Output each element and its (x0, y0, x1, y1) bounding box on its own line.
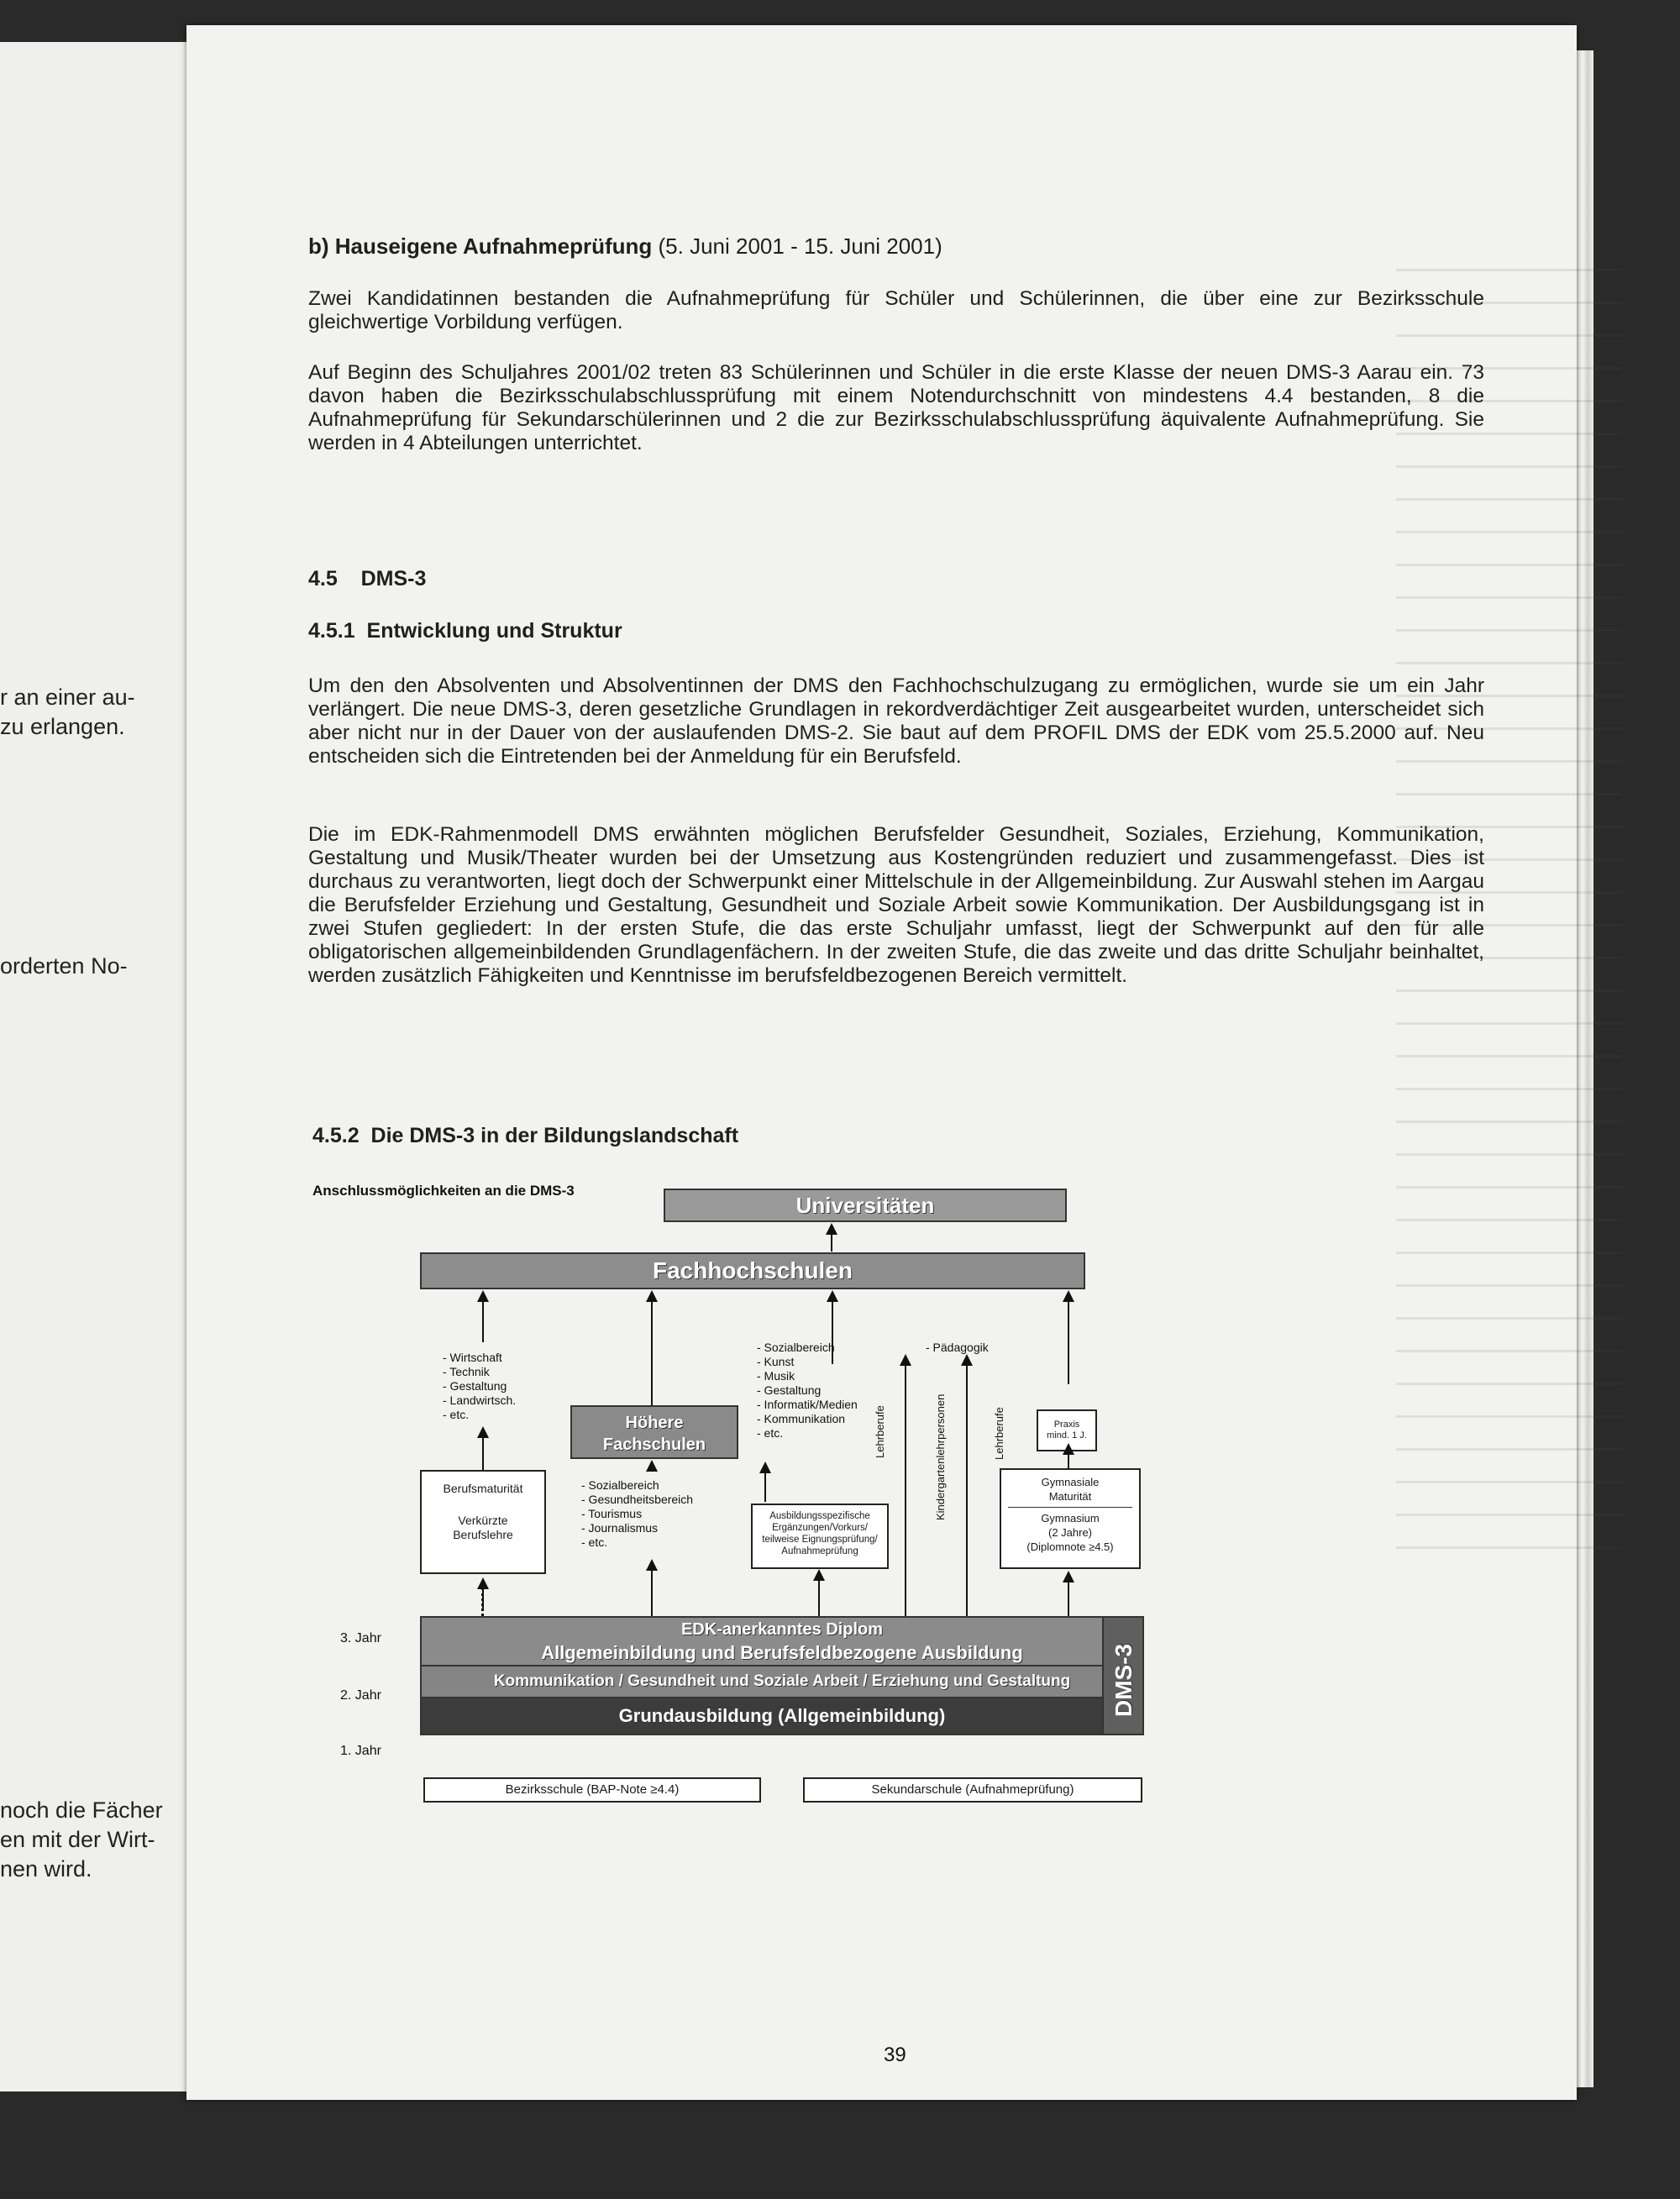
fachhochschulen-bar: Fachhochschulen (420, 1252, 1085, 1289)
list-sozialbereich: - Sozialbereich - Kunst - Musik - Gestaltung - Informatik/Medien - Kommunikation - etc. (757, 1341, 858, 1440)
berufsmaturitaet-box (420, 1470, 546, 1574)
arrow-up-lehrberufe (905, 1364, 906, 1616)
year3-block (420, 1616, 1144, 1666)
gym-maturitaet-label: Gymnasiale Maturität (1041, 1476, 1100, 1503)
section-b-heading (308, 234, 942, 260)
list-sozialbereich-lower: - Sozialbereich - Gesundheitsbereich - Tourismus - Journalismus - etc. (581, 1478, 694, 1549)
section-b-para1: Zwei Kandidatinnen bestanden die Aufnahmeprüfung für Schüler und Schülerinnen, die über eine zur Bezirksschule gleichwertige Vorbildung verfügen. (308, 287, 1484, 333)
universitaeten-bar: Universitäten (664, 1189, 1067, 1222)
year1-block: Grundausbildung (Allgemeinbildung) (420, 1697, 1144, 1735)
section-title: Entwicklung und Struktur (366, 619, 622, 643)
section-title: DMS-3 (360, 567, 427, 590)
section-45-heading (308, 567, 426, 591)
arrow-up (482, 1436, 484, 1470)
berufsmaturitaet-label: Berufsmaturität (443, 1482, 523, 1495)
heading-dates: (5. Juni 2001 - 15. Juni 2001) (658, 234, 942, 259)
arrow-up (764, 1472, 766, 1502)
list-wirtschaft: - Wirtschaft - Technik - Gestaltung - Landwirtsch. - etc. (443, 1351, 517, 1421)
section-451-heading (308, 619, 622, 643)
ausbildung-box: Ausbildungsspezifische Ergänzungen/Vorkurs/ teilweise Eignungsprüfung/ Aufnahmeprüfung (751, 1504, 889, 1569)
arrow-up (1068, 1300, 1069, 1384)
dms3-label: DMS-3 (1110, 1643, 1137, 1717)
arrow-up (1068, 1581, 1069, 1616)
year2-block: Kommunikation / Gesundheit und Soziale Arbeit / Erziehung und Gestaltung (420, 1665, 1144, 1698)
bleed-through-table (1396, 269, 1623, 1730)
left-text-line: zu erlangen. (0, 714, 125, 739)
jahr1-label: 1. Jahr (340, 1744, 381, 1758)
left-text-line: orderten No- (0, 953, 128, 979)
section-452-heading (312, 1124, 738, 1148)
page-number: 39 (884, 2044, 906, 2066)
section-b-para2: Auf Beginn des Schuljahres 2001/02 treten 83 Schülerinnen und Schüler in die erste Klasse der neuen DMS-3 Aarau ein. 73 davon haben die Bezirksschulabschlussprüfung mit einem Notendurchschnitt von mindestens 4.4 bestanden, 8 die Aufnahmeprüfung für Sekundarschülerinnen und 2 die zur Bezirksschulabschlussprüfung äquivalente Aufnahmeprüfung. Sie werden in 4 Abteilungen unterrichtet. (308, 361, 1484, 454)
section-number: 4.5.2 (312, 1124, 360, 1147)
paedagogik-label: - Pädagogik (926, 1341, 989, 1354)
verkuerzte-label: Verkürzte Berufslehre (453, 1514, 513, 1541)
left-page-fragment (0, 42, 202, 2091)
heading-bold: b) Hauseigene Aufnahmeprüfung (308, 234, 653, 259)
arrow-stub (651, 1470, 653, 1471)
arrow-up-kindergarten (966, 1364, 968, 1616)
arrow-up (651, 1300, 653, 1406)
section-title: Die DMS-3 in der Bildungslandschaft (370, 1124, 739, 1147)
arrow-up (831, 1233, 832, 1252)
jahr2-label: 2. Jahr (340, 1688, 381, 1703)
gymnasium-label: Gymnasium (2 Jahre) (Diplomnote ≥4.5) (1026, 1512, 1114, 1553)
praxis-box: Praxis mind. 1 J. (1037, 1409, 1097, 1451)
allgemeinbildung-label: Allgemeinbildung und Berufsfeldbezogene Ausbildung (541, 1642, 1023, 1663)
section-451-para1: Um den den Absolventen und Absolventinnen der DMS den Fachhochschulzugang zu ermöglichen, wurde sie um ein Jahr verlängert. Die neue DMS-3, deren gesetzliche Grundlagen in rekordverdächtiger Zeit ausgearbeitet wurden, unterscheidet sich aber nicht nur in der Dauer von der auslaufenden DMS-2. Sie baut auf dem PROFIL DMS der EDK vom 25.5.2000 auf. Neu entscheiden sich die Eintretenden bei der Anmeldung für ein Berufsfeld. (308, 674, 1484, 768)
kindergarten-label: Kindergartenlehrpersonen (934, 1393, 947, 1520)
section-number: 4.5 (308, 567, 338, 590)
edk-diplom-label: EDK-anerkanntes Diplom (680, 1620, 884, 1639)
gymnasium-box (1000, 1468, 1141, 1569)
sekundarschule-box: Sekundarschule (Aufnahmeprüfung) (803, 1777, 1142, 1803)
dms3-label-box (1102, 1616, 1144, 1735)
arrow-up (1068, 1453, 1069, 1468)
dotted-line (481, 1588, 484, 1616)
hoehere-fachschulen-box: Höhere Fachschulen (570, 1405, 738, 1459)
lehrberufe-label: Lehrberufe (874, 1405, 886, 1458)
arrow-up (651, 1569, 653, 1616)
lehrberufe-label-2: Lehrberufe (993, 1407, 1005, 1460)
left-text-line: nen wird. (0, 1856, 92, 1881)
diagram-caption: Anschlussmöglichkeiten an die DMS-3 (312, 1183, 575, 1199)
jahr3-label: 3. Jahr (340, 1631, 381, 1645)
left-text-line: r an einer au- (0, 685, 135, 710)
arrow-up (482, 1300, 484, 1342)
section-451-para2: Die im EDK-Rahmenmodell DMS erwähnten möglichen Berufsfelder Gesundheit, Soziales, Erziehung, Kommunikation, Gestaltung und Musik/Theater wurden bei der Umsetzung aus Kostengründen reduziert und zusammengefasst. Dies ist durchaus zu verantworten, liegt doch der Schwerpunkt einer Mittelschule in der Allgemeinbildung. Zur Auswahl stehen im Aargau die Berufsfelder Erziehung und Gestaltung, Gesundheit und Soziale Arbeit sowie Kommunikation. Der Ausbildungsgang ist in zwei Stufen gegliedert: In der ersten Stufe, die das erste Schuljahr umfasst, liegt der Schwerpunkt auf den für alle obligatorischen allgemeinbildenden Grundlagenfächern. In der zweiten Stufe, die das zweite und das dritte Schuljahr beinhaltet, werden zusätzlich Fähigkeiten und Kenntnisse im berufsfeldbezogenen Bereich vermittelt. (308, 823, 1484, 987)
bezirksschule-box: Bezirksschule (BAP-Note ≥4.4) (423, 1777, 761, 1803)
left-text-line: noch die Fächer (0, 1798, 163, 1823)
section-number: 4.5.1 (308, 619, 355, 643)
arrow-up (818, 1579, 820, 1616)
document-page (186, 25, 1577, 2100)
left-text-line: en mit der Wirt- (0, 1827, 155, 1852)
